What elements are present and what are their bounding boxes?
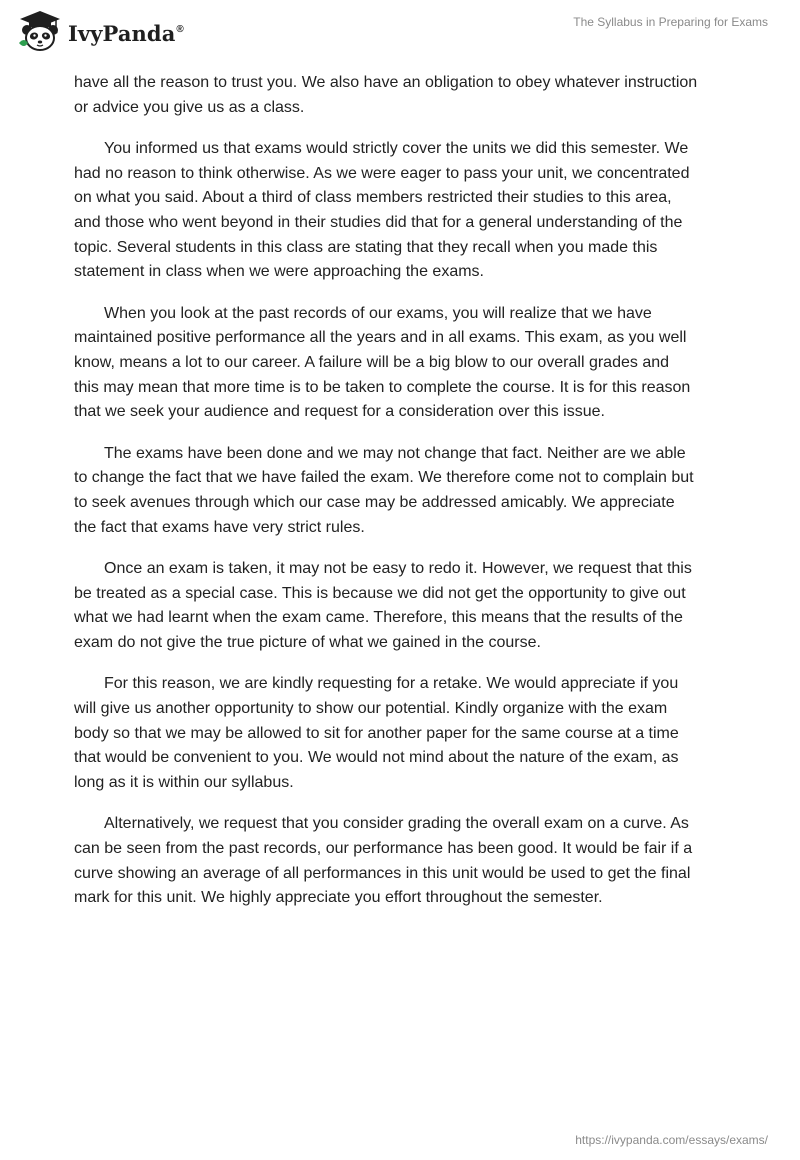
essay-body bbox=[74, 71, 726, 928]
document-title: The Syllabus in Preparing for Exams bbox=[573, 15, 768, 29]
panda-graduate-icon bbox=[16, 9, 64, 53]
paragraph-5: Once an exam is taken, it may not be easy to redo it. However, we request that this be treated as a special case. This is because we did not get the opportunity to give out what we had learnt when the exam came. Therefore, this means that the results of the exam do not give the true picture of what we gained in the course. bbox=[74, 560, 692, 651]
registered-mark: ® bbox=[176, 23, 184, 35]
brand-name: IvyPanda® bbox=[68, 20, 184, 46]
paragraph-2: You informed us that exams would strictly cover the units we did this semester. We had no reason to think otherwise. As we were eager to pass your unit, we concentrated on what you said. About a third of class members restricted their studies to this area, and those who went beyond in their studies did that for a general understanding of the topic. Several students in this class are stating that they recall when you made this statement in class when we were approaching the exams. bbox=[74, 140, 690, 281]
paragraph-6: For this reason, we are kindly requesting for a retake. We would appreciate if you will give us another opportunity to show our potential. Kindly organize with the exam body so that we may be allowed to sit for another paper for the same course at a time that would be convenient to you. We would not mind about the nature of the exam, as long as it is within our syllabus. bbox=[74, 675, 679, 791]
paragraph-1: have all the reason to trust you. We also have an obligation to obey whatever instruction or advice you give us as a class. bbox=[74, 74, 698, 116]
paragraph-4: The exams have been done and we may not change that fact. Neither are we able to change the fact that we have failed the exam. We therefore come not to complain but to seek avenues through which our case may be addressed amicably. We appreciate the fact that exams have very strict rules. bbox=[74, 444, 694, 536]
paragraph-7: Alternatively, we request that you consider grading the overall exam on a curve. As can be seen from the past records, our performance has been good. It would be fair if a curve showing an average of all performances in this unit would be used to get the final mark for this unit. We highly appreciate you effort throughout the semester. bbox=[74, 815, 693, 907]
ivypanda-logo[interactable] bbox=[16, 8, 184, 54]
source-url[interactable]: https://ivypanda.com/essays/exams/ bbox=[575, 1133, 768, 1147]
paragraph-3: When you look at the past records of our exams, you will realize that we have maintained positive performance all the years and in all exams. This exam, as you well know, means a lot to our career. A failure will be a big blow to our overall grades and this may mean that more time is to be taken to complete the course. It is for this reason that we seek your audience and request for a consideration over this issue. bbox=[74, 304, 691, 421]
page-header bbox=[0, 0, 800, 62]
